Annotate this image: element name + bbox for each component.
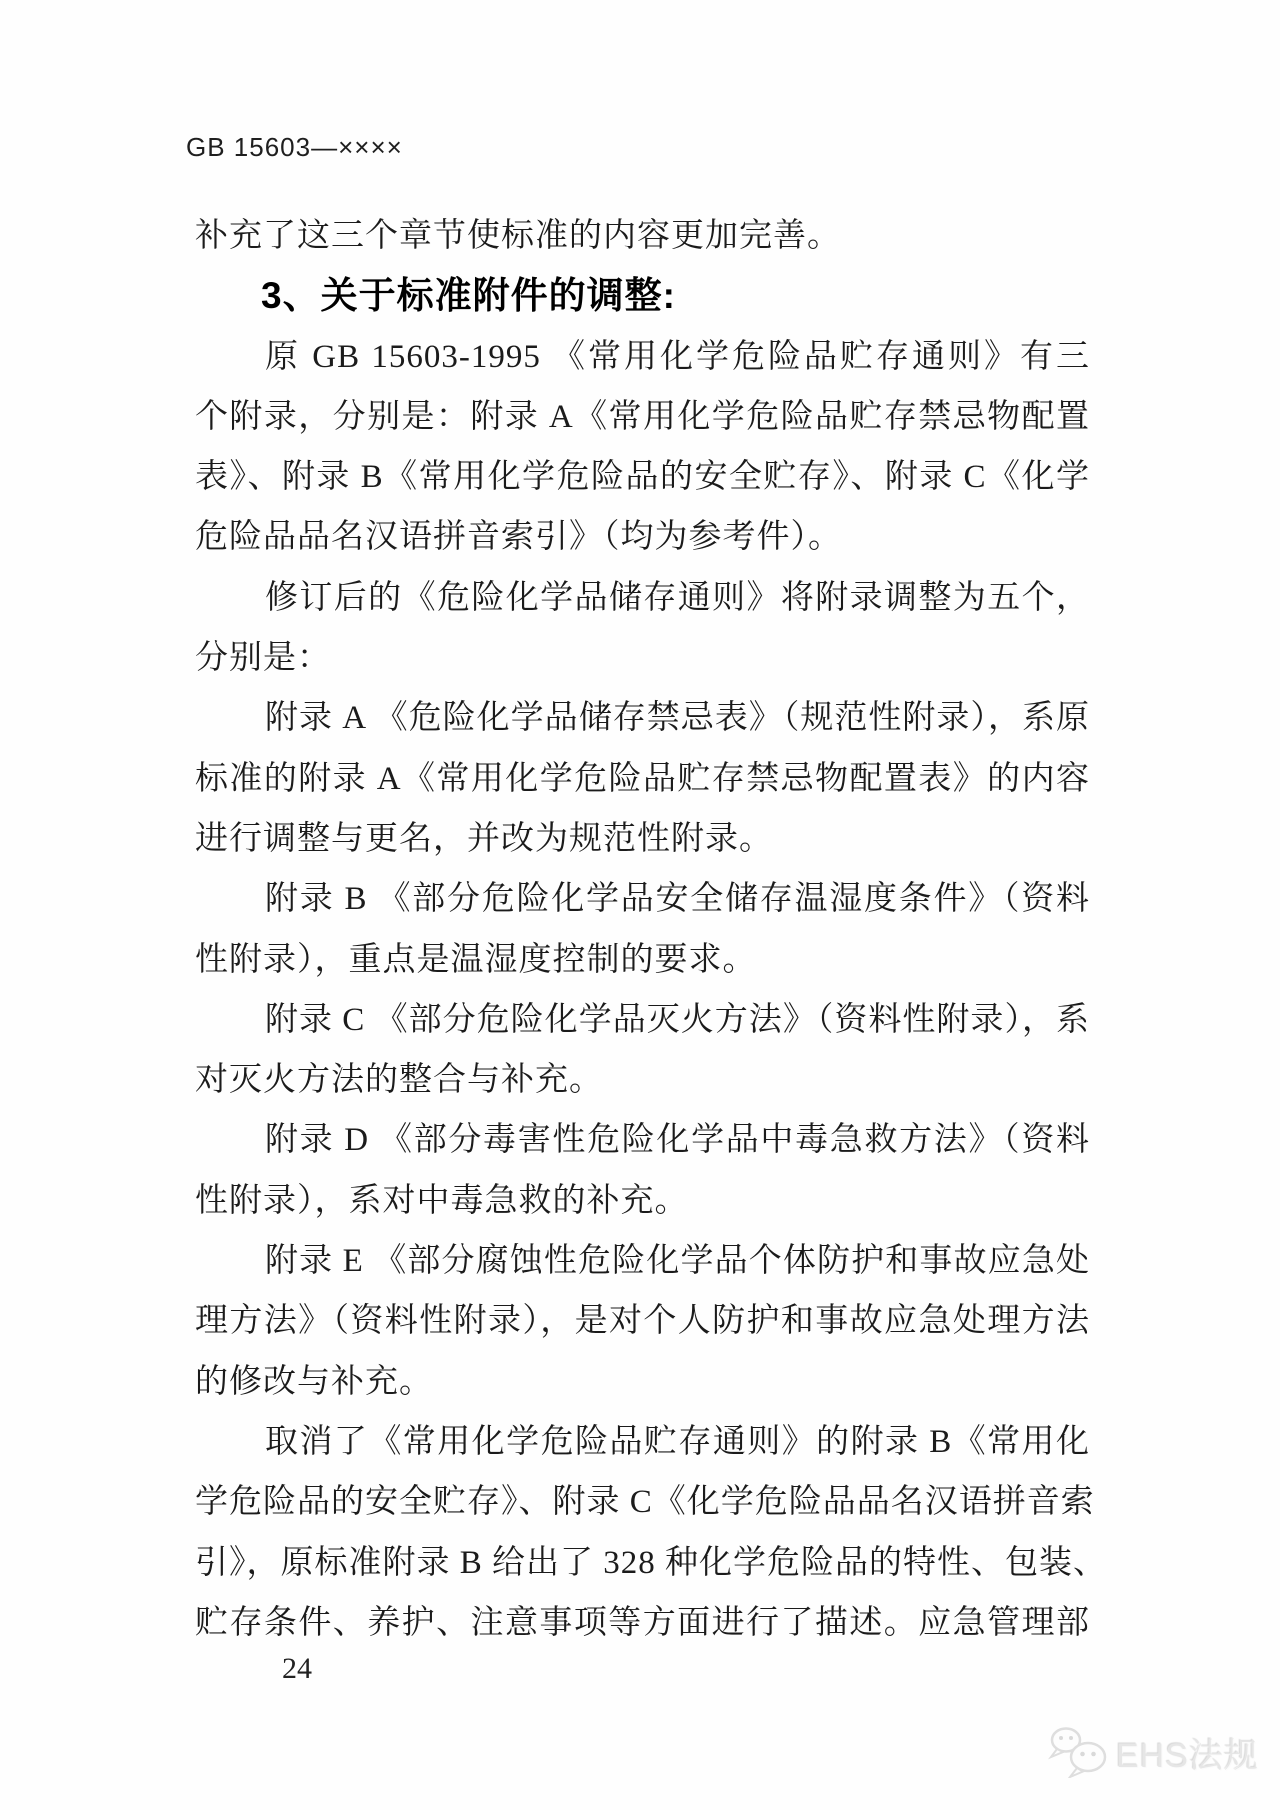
text-line: 取消了《常用化学危险品贮存通则》的附录 B《常用化 bbox=[265, 1423, 1090, 1460]
text-line: 附录 E 《部分腐蚀性危险化学品个体防护和事故应急处 bbox=[265, 1243, 1090, 1280]
text-line: 附录 A 《危险化学品储存禁忌表》（规范性附录），系原 bbox=[265, 700, 1090, 737]
text-line: 对灭火方法的整合与补充。 bbox=[195, 1062, 603, 1099]
document-body bbox=[195, 206, 1108, 1653]
page-number: 24 bbox=[282, 1652, 312, 1685]
text-line: 进行调整与更名，并改为规范性附录。 bbox=[195, 820, 773, 857]
text-line: 原 GB 15603-1995 《常用化学危险品贮存通则》有三 bbox=[265, 338, 1090, 375]
text-line: 性附录），重点是温湿度控制的要求。 bbox=[195, 941, 757, 978]
watermark-label: EHS法规 bbox=[1116, 1736, 1259, 1775]
text-line: 附录 B 《部分危险化学品安全储存温湿度条件》（资料 bbox=[265, 881, 1090, 918]
text-line: 引》，原标准附录 B 给出了 328 种化学危险品的特性、包装、 bbox=[195, 1544, 1108, 1581]
text-line: 性附录），系对中毒急救的补充。 bbox=[195, 1182, 689, 1219]
standard-code-header: GB 15603—×××× bbox=[186, 132, 403, 162]
text-line: 个附录，分别是：附录 A《常用化学危险品贮存禁忌物配置 bbox=[195, 398, 1090, 435]
text-line: 危险品品名汉语拼音索引》（均为参考件）。 bbox=[195, 519, 842, 556]
text-line: 附录 D 《部分毒害性危险化学品中毒急救方法》（资料 bbox=[265, 1122, 1090, 1159]
text-line: 附录 C 《部分危险化学品灭火方法》（资料性附录），系 bbox=[265, 1001, 1090, 1038]
text-line: 的修改与补充。 bbox=[195, 1363, 433, 1400]
watermark bbox=[1046, 1726, 1259, 1778]
text-line: 标准的附录 A《常用化学危险品贮存禁忌物配置表》的内容 bbox=[195, 760, 1090, 797]
wechat-icon bbox=[1046, 1726, 1110, 1778]
text-line: 表》、附录 B《常用化学危险品的安全贮存》、附录 C《化学 bbox=[195, 459, 1090, 496]
text-line: 学危险品的安全贮存》、附录 C《化学危险品品名汉语拼音索 bbox=[195, 1484, 1095, 1521]
text-line: 修订后的《危险化学品储存通则》将附录调整为五个， bbox=[265, 579, 1090, 616]
text-line: 分别是： bbox=[195, 640, 331, 677]
text-line: 补充了这三个章节使标准的内容更加完善。 bbox=[195, 218, 841, 254]
section-heading: 3、关于标准附件的调整: bbox=[261, 275, 676, 317]
text-line: 贮存条件、养护、注意事项等方面进行了描述。应急管理部 bbox=[195, 1604, 1090, 1641]
text-line: 理方法》（资料性附录），是对个人防护和事故应急处理方法 bbox=[195, 1303, 1090, 1340]
